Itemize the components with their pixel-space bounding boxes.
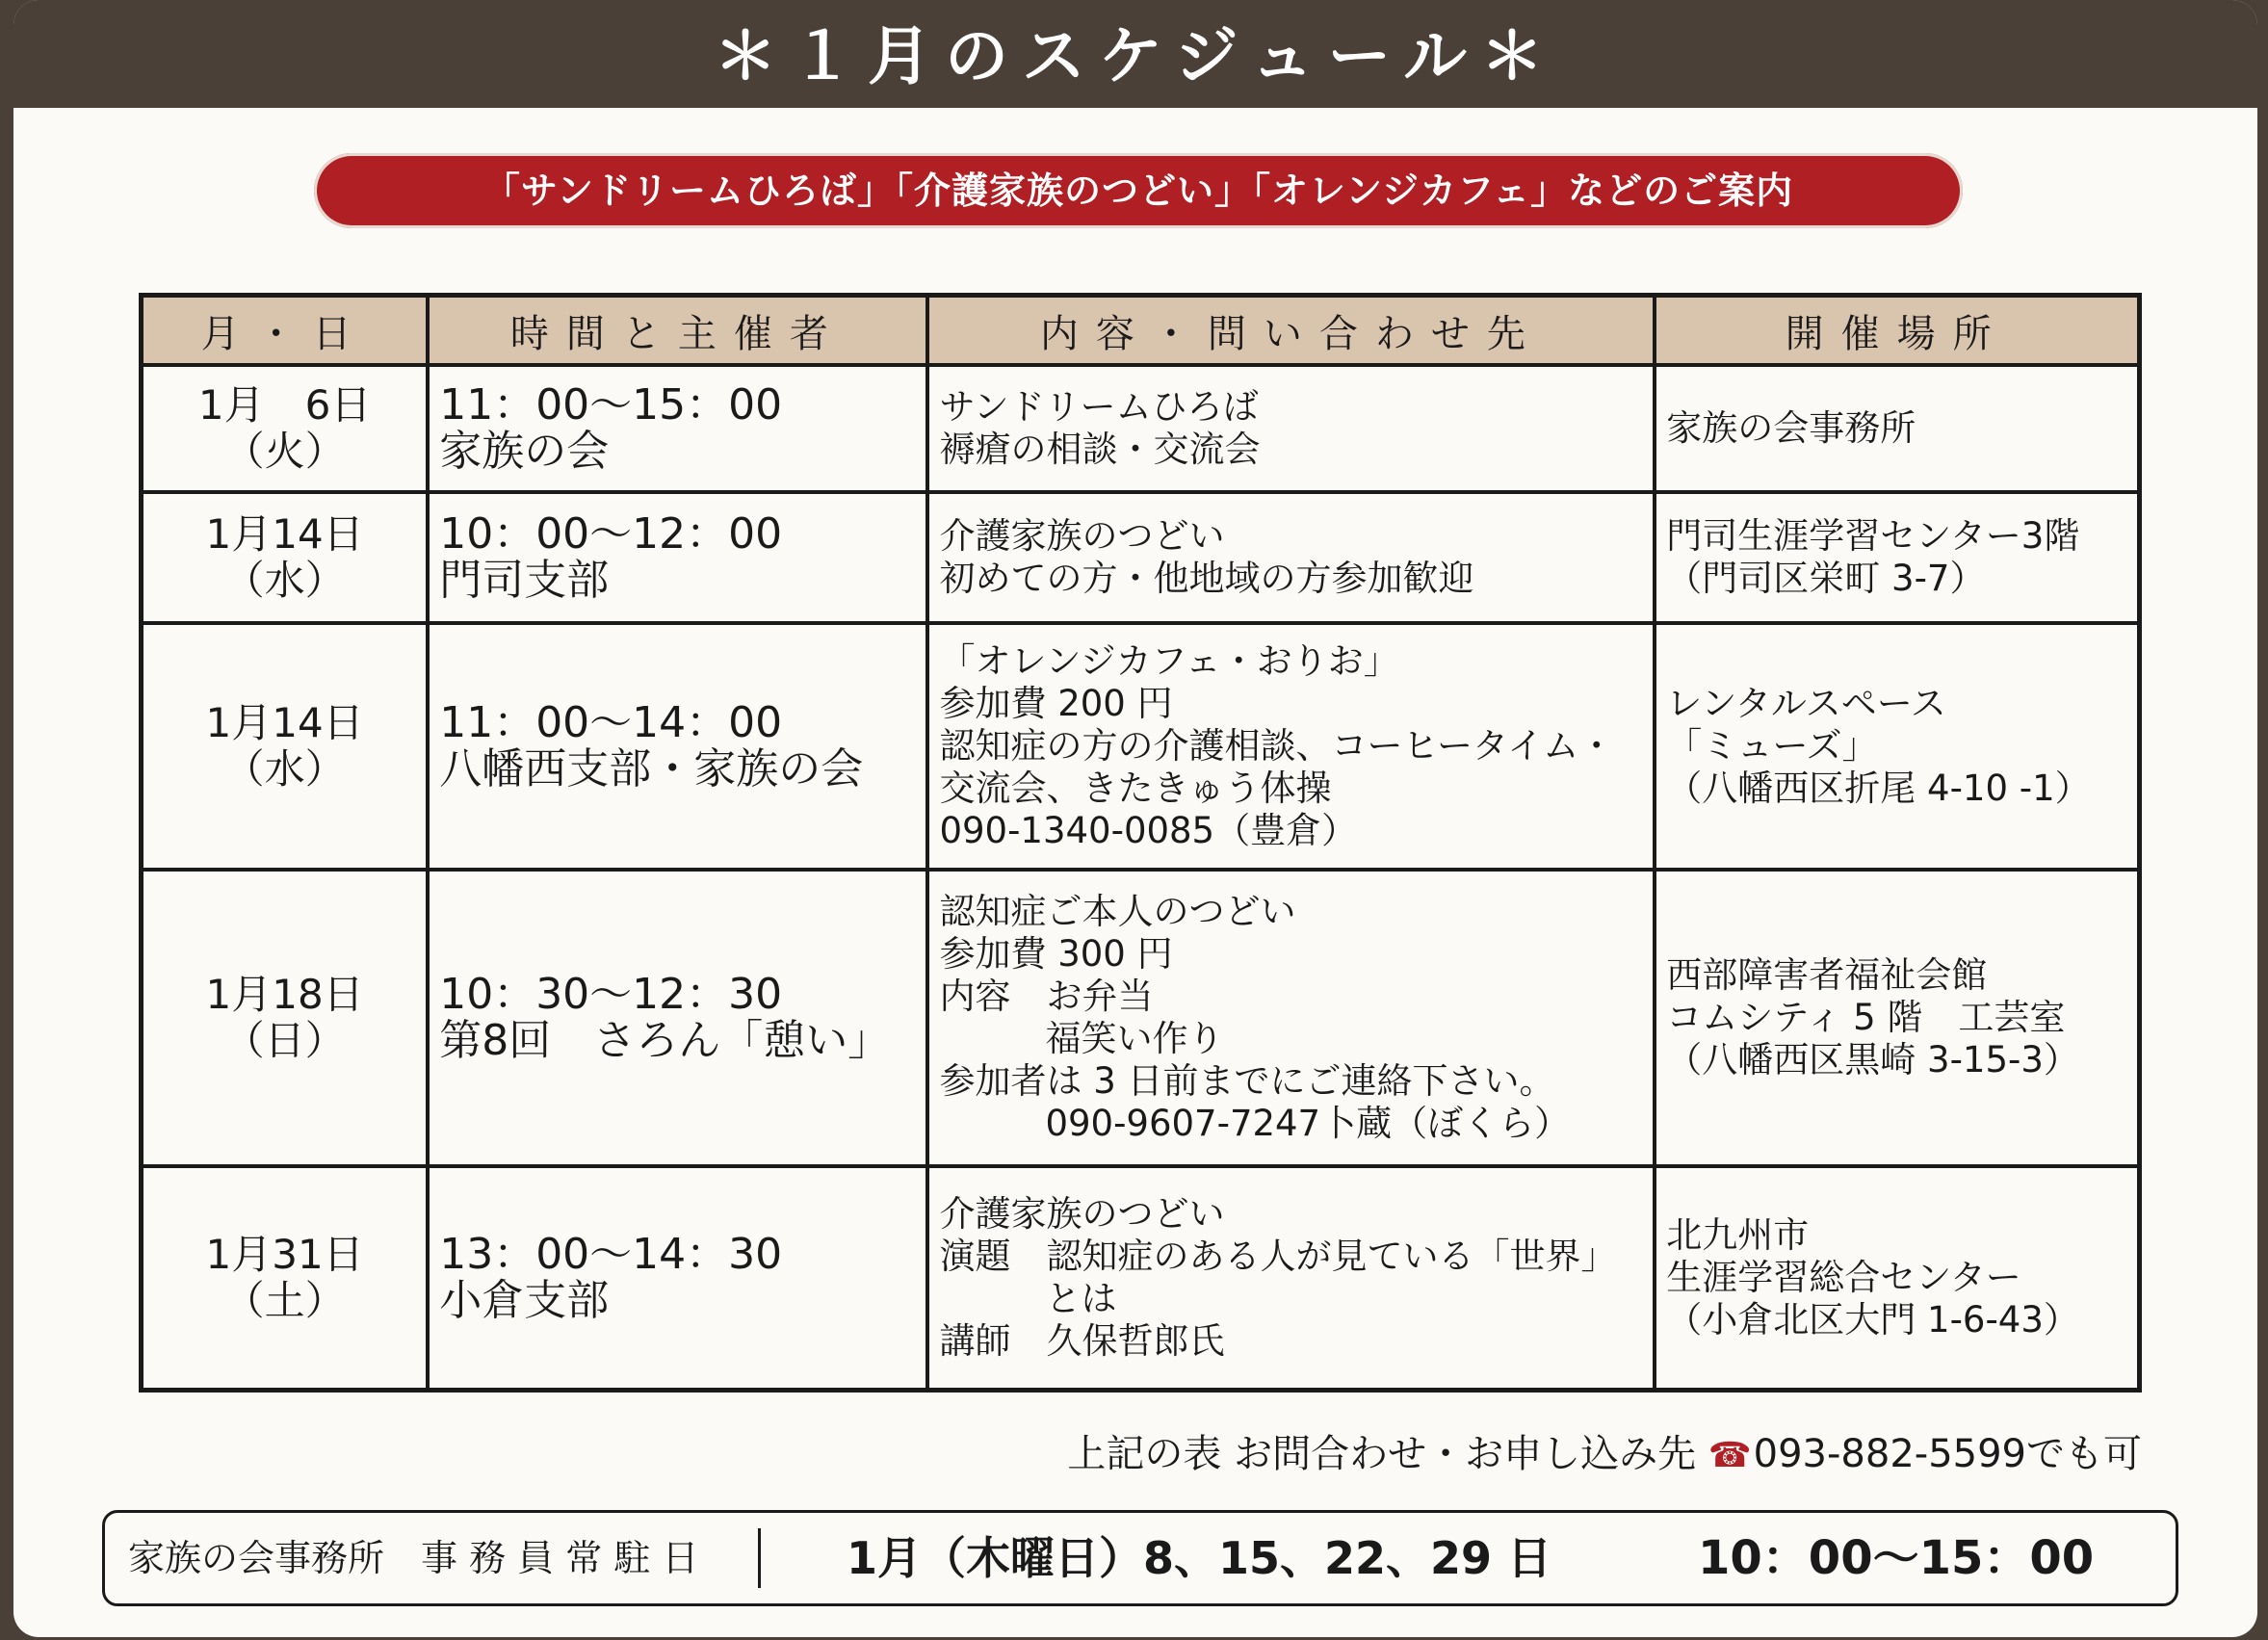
row-time-cell <box>428 870 927 1166</box>
row-venue-line: レンタルスペース <box>1666 683 1946 724</box>
row-weekday: （水） <box>223 745 346 793</box>
row-organizer: 第8回 さろん「憩い」 <box>439 1016 891 1065</box>
row-time-cell <box>428 1166 927 1390</box>
row-venue-line: （門司区栄町 3-7） <box>1666 558 1986 599</box>
row-weekday: （日） <box>223 1017 346 1064</box>
row-content-line: 認知症ご本人のつどい <box>939 891 1296 932</box>
row-organizer: 門司支部 <box>439 556 610 605</box>
row-content-line: 演題 認知症のある人が見ている「世界」 <box>939 1235 1617 1277</box>
row-content-cell <box>927 870 1655 1166</box>
row-content-line: 「オレンジカフェ・おりお」 <box>939 640 1399 682</box>
row-date: 1月31日 <box>205 1230 364 1278</box>
row-time: 11：00〜14：00 <box>439 698 783 747</box>
row-content-cell <box>927 492 1655 623</box>
row-time: 11：00〜15：00 <box>439 380 783 430</box>
table-row <box>142 1166 2140 1390</box>
row-venue-line: 生涯学習総合センター <box>1666 1256 2021 1298</box>
row-content-cell <box>927 1166 1655 1390</box>
row-date: 1月14日 <box>205 510 364 558</box>
row-venue-cell <box>1655 1166 2139 1390</box>
row-time: 10：30〜12：30 <box>439 970 783 1019</box>
row-date: 1月18日 <box>205 971 364 1018</box>
row-time: 10：00〜12：00 <box>439 509 783 559</box>
footnote-text: 上記の表 お問合わせ・お申し込み先 <box>1067 1432 1697 1476</box>
row-venue-line: （小倉北区大門 1-6-43） <box>1666 1298 2079 1341</box>
office-divider <box>758 1528 761 1588</box>
row-time: 13：00〜14：30 <box>439 1229 783 1279</box>
row-venue-cell <box>1655 492 2139 623</box>
row-content-line: 交流会、きたきゅう体操 <box>939 768 1332 809</box>
row-content-line: とは <box>1045 1277 1117 1319</box>
row-venue-line: 西部障害者福祉会館 <box>1666 954 1988 996</box>
row-venue-line: 家族の会事務所 <box>1666 407 1916 449</box>
table-row <box>142 623 2140 870</box>
row-weekday: （火） <box>223 428 346 475</box>
row-date-cell <box>142 623 429 870</box>
header-time-organizer: 時間と主催者 <box>428 296 927 366</box>
row-weekday: （土） <box>223 1276 346 1324</box>
row-content-line: 参加費 200 円 <box>939 683 1173 724</box>
header-content-contact: 内容・問い合わせ先 <box>927 296 1655 366</box>
row-venue-line: 門司生涯学習センター3階 <box>1666 515 2080 557</box>
row-weekday: （水） <box>223 557 346 604</box>
row-content-line: 介護家族のつどい <box>939 1192 1225 1235</box>
row-content-line: 認知症の方の介護相談、コーヒータイム・ <box>939 725 1615 767</box>
schedule-card <box>13 0 2257 1637</box>
row-content-cell <box>927 365 1655 492</box>
header-date: 月・日 <box>142 296 429 366</box>
row-date: 1月14日 <box>205 699 364 746</box>
office-hours-box <box>102 1510 2178 1606</box>
row-time-cell <box>428 492 927 623</box>
row-venue-line: 「ミューズ」 <box>1666 725 1878 767</box>
row-content-line: サンドリームひろば <box>939 386 1259 428</box>
row-date: 1月 6日 <box>197 381 372 429</box>
row-content-line: 福笑い作り <box>1045 1018 1224 1059</box>
office-days: 1月（木曜日）8、15、22、29 日 <box>847 1532 1552 1584</box>
row-content-line: 内容 お弁当 <box>939 976 1154 1017</box>
row-venue-line: 北九州市 <box>1666 1213 1810 1256</box>
row-content-line: 参加者は 3 日前までにご連絡下さい。 <box>939 1060 1555 1102</box>
schedule-table <box>139 293 2142 1393</box>
row-venue-cell <box>1655 365 2139 492</box>
row-content-cell <box>927 623 1655 870</box>
row-date-cell <box>142 365 429 492</box>
table-row <box>142 365 2140 492</box>
contact-footnote <box>1067 1423 2142 1478</box>
office-hours: 10：00〜15：00 <box>1698 1531 2095 1585</box>
header-venue: 開催場所 <box>1655 296 2139 366</box>
row-content-line: 介護家族のつどい <box>939 515 1225 557</box>
table-row <box>142 492 2140 623</box>
subtitle-banner: 「サンドリームひろば」「介護家族のつどい」「オレンジカフェ」などのご案内 <box>314 153 1963 228</box>
page-title: ＊１月のスケジュール＊ <box>13 0 2257 108</box>
row-venue-line: （八幡西区折尾 4-10 -1） <box>1666 768 2091 809</box>
row-venue-line: （八幡西区黒崎 3-15-3） <box>1666 1039 2079 1080</box>
row-organizer: 小倉支部 <box>439 1275 610 1325</box>
row-date-cell <box>142 870 429 1166</box>
row-content-line: 褥瘡の相談・交流会 <box>939 429 1261 470</box>
row-date-cell <box>142 1166 429 1390</box>
row-organizer: 八幡西支部・家族の会 <box>439 744 864 794</box>
row-contact-phone: 090-1340-0085（豊倉） <box>939 810 1358 851</box>
row-content-line: 参加費 300 円 <box>939 933 1173 975</box>
row-contact-phone: 090-9607-7247卜蔵（ぼくら） <box>1045 1103 1571 1144</box>
row-content-line: 講師 久保哲郎氏 <box>939 1319 1225 1362</box>
row-venue-line: コムシティ 5 階 工芸室 <box>1666 997 2066 1038</box>
table-row <box>142 870 2140 1166</box>
row-venue-cell <box>1655 870 2139 1166</box>
table-header-row <box>142 296 2140 366</box>
row-time-cell <box>428 365 927 492</box>
phone-icon: ☎ <box>1708 1436 1752 1475</box>
row-time-cell <box>428 623 927 870</box>
footnote-phone: 093-882-5599でも可 <box>1753 1432 2142 1476</box>
row-organizer: 家族の会 <box>439 427 610 476</box>
row-venue-cell <box>1655 623 2139 870</box>
row-date-cell <box>142 492 429 623</box>
office-label: 家族の会事務所 事 務 員 常 駐 日 <box>128 1537 699 1579</box>
row-content-line: 初めての方・他地域の方参加歓迎 <box>939 558 1474 599</box>
